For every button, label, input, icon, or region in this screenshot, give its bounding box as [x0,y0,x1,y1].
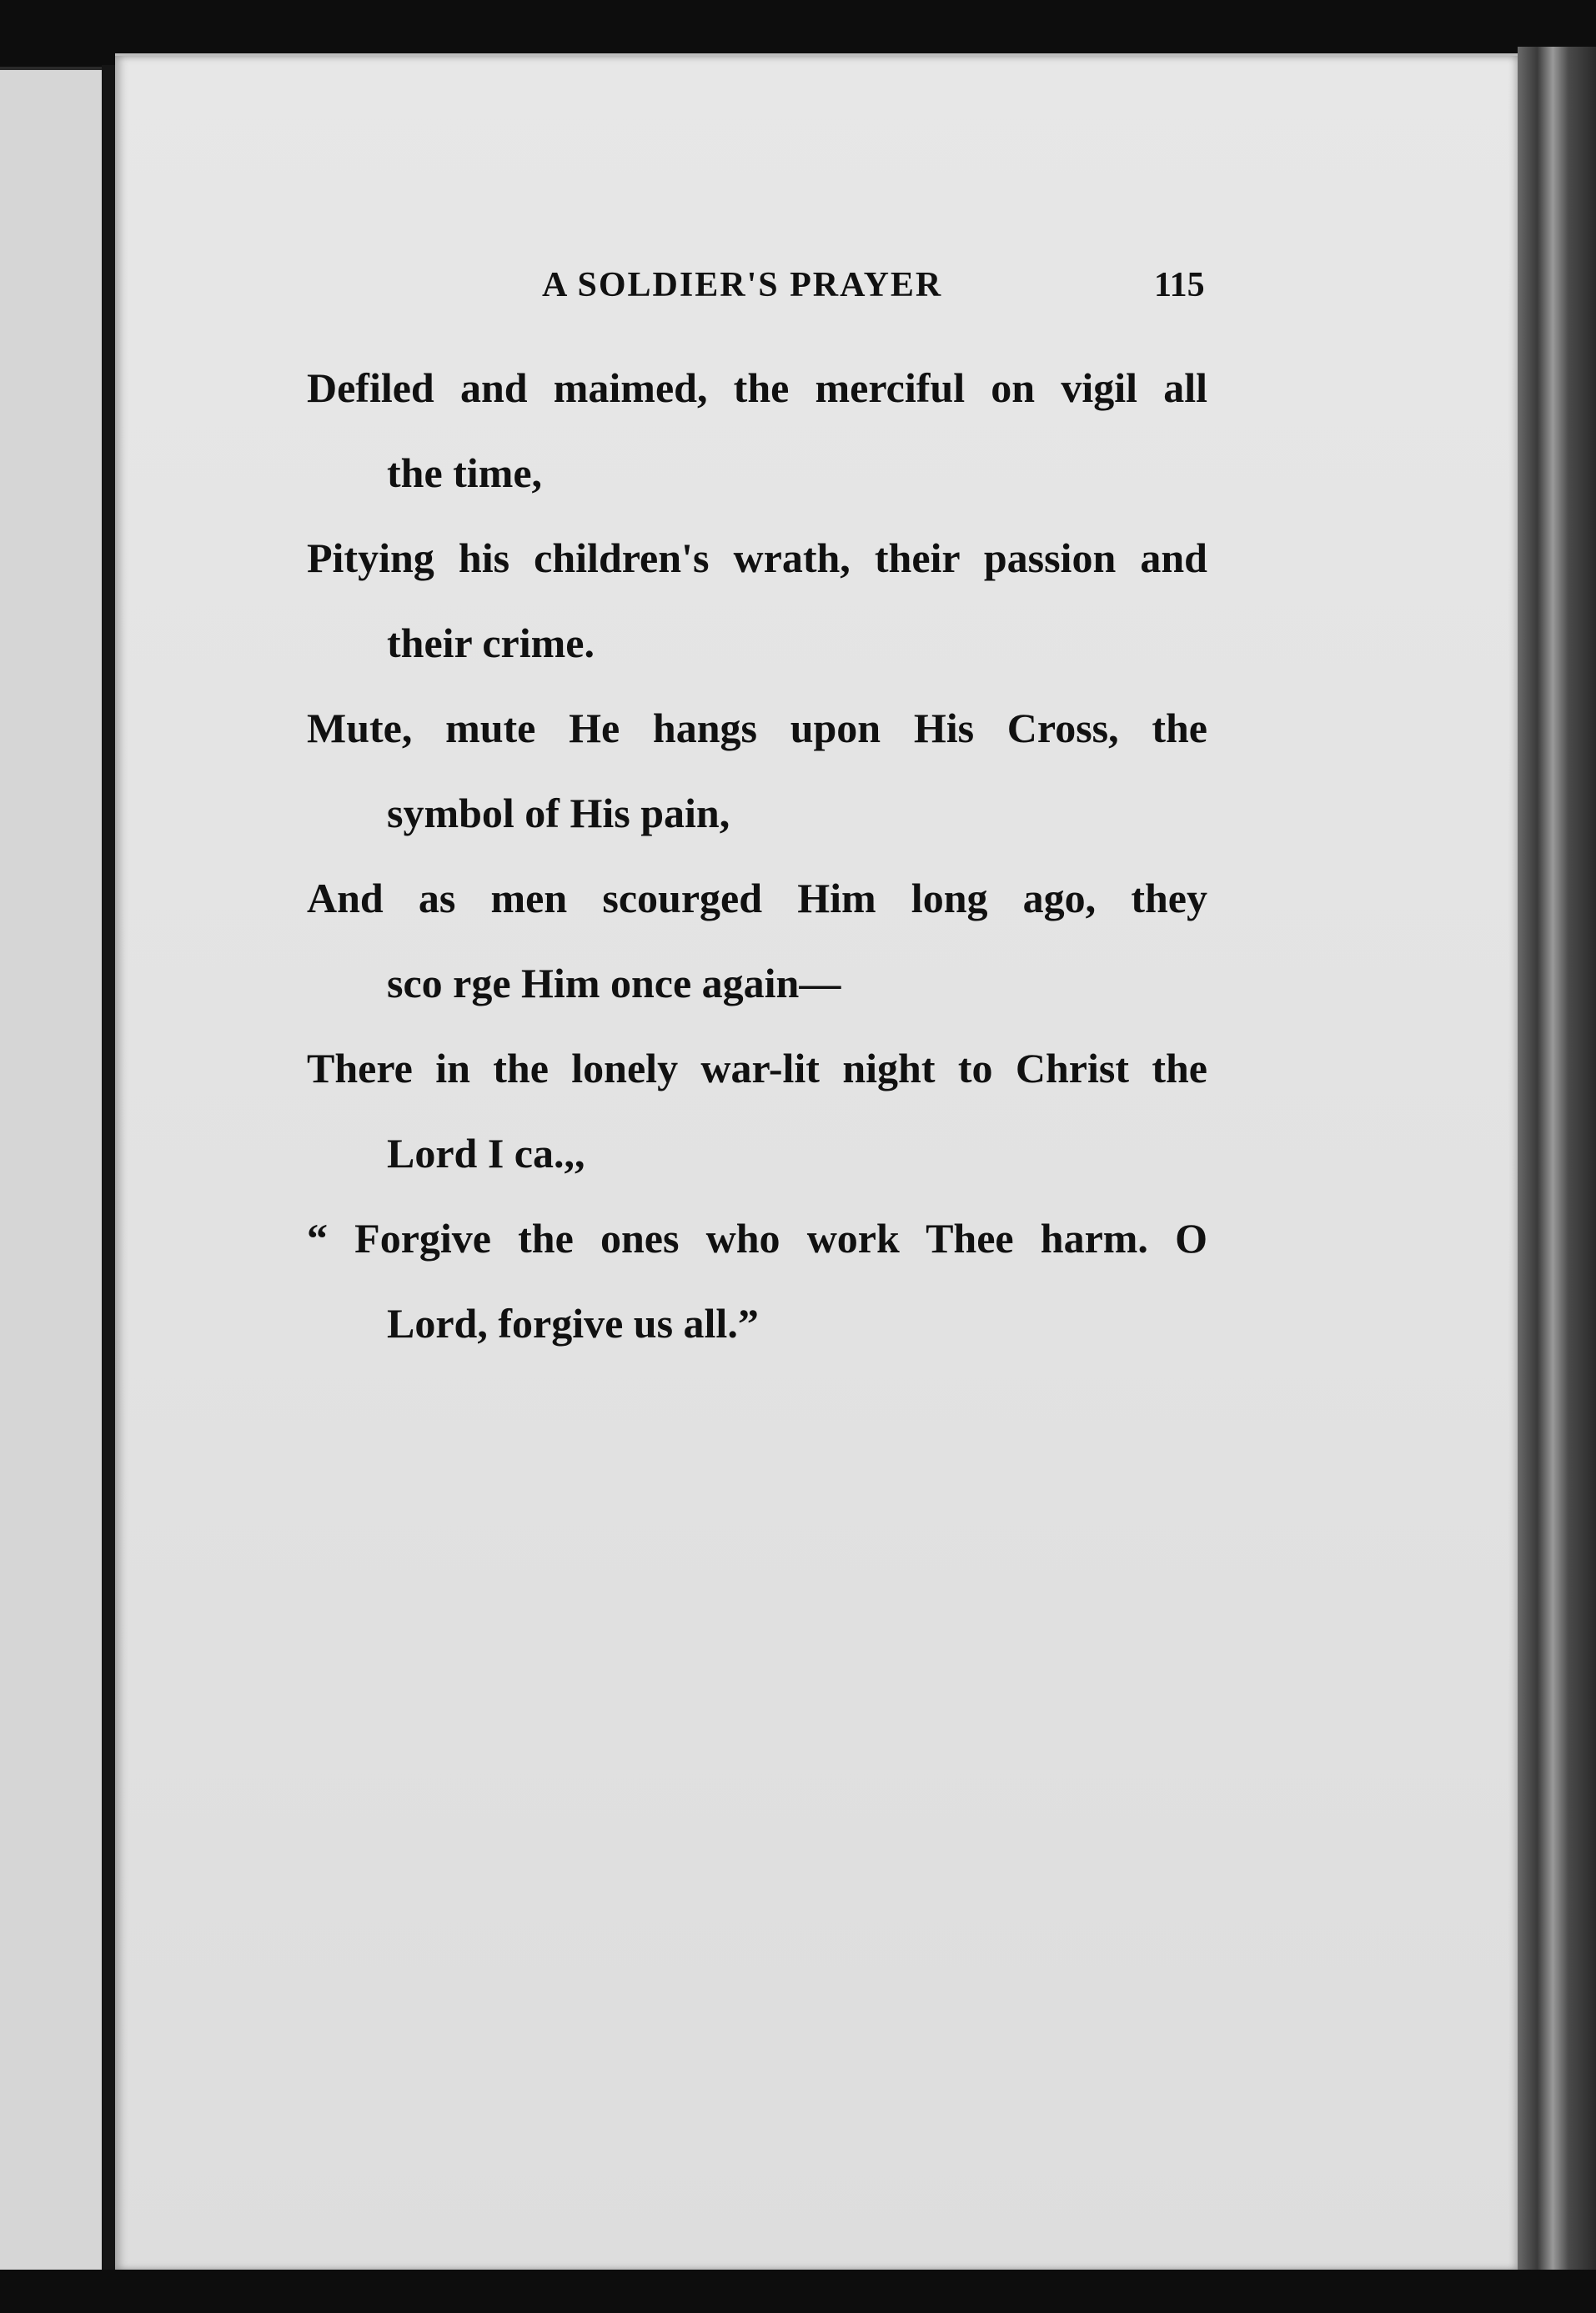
verse-line: Defiled and maimed, the merciful on vigil all [307,364,1207,411]
book-gutter [102,65,115,2275]
poem-stanza [307,345,1207,1366]
running-head: A SOLDIER'S PRAYER [542,266,943,304]
verse-line: Pitying his children's wrath, their passion and [307,534,1207,581]
verse-line: And as men scourged Him long ago, they [307,875,1207,921]
verse-line-continuation: Lord, forgive us all.” [387,1300,759,1347]
page-stack-edge [1518,47,1596,2278]
verse-line-continuation: the time, [387,449,543,496]
verse-line-continuation: their crime. [387,620,595,666]
verse-line: “ Forgive the ones who work Thee harm. O [307,1215,1207,1262]
scan-bottom-border [0,2270,1596,2313]
verse-line-continuation: sco rge Him once again— [387,960,841,1006]
verse-line-continuation: symbol of His pain, [387,790,730,836]
verse-line: There in the lonely war-lit night to Christ the [307,1045,1207,1091]
verse-line-continuation: Lord I ca.,, [387,1130,585,1177]
verse-line: Mute, mute He hangs upon His Cross, the [307,705,1207,751]
facing-page-edge [0,67,102,2271]
page-number: 115 [1154,266,1205,304]
